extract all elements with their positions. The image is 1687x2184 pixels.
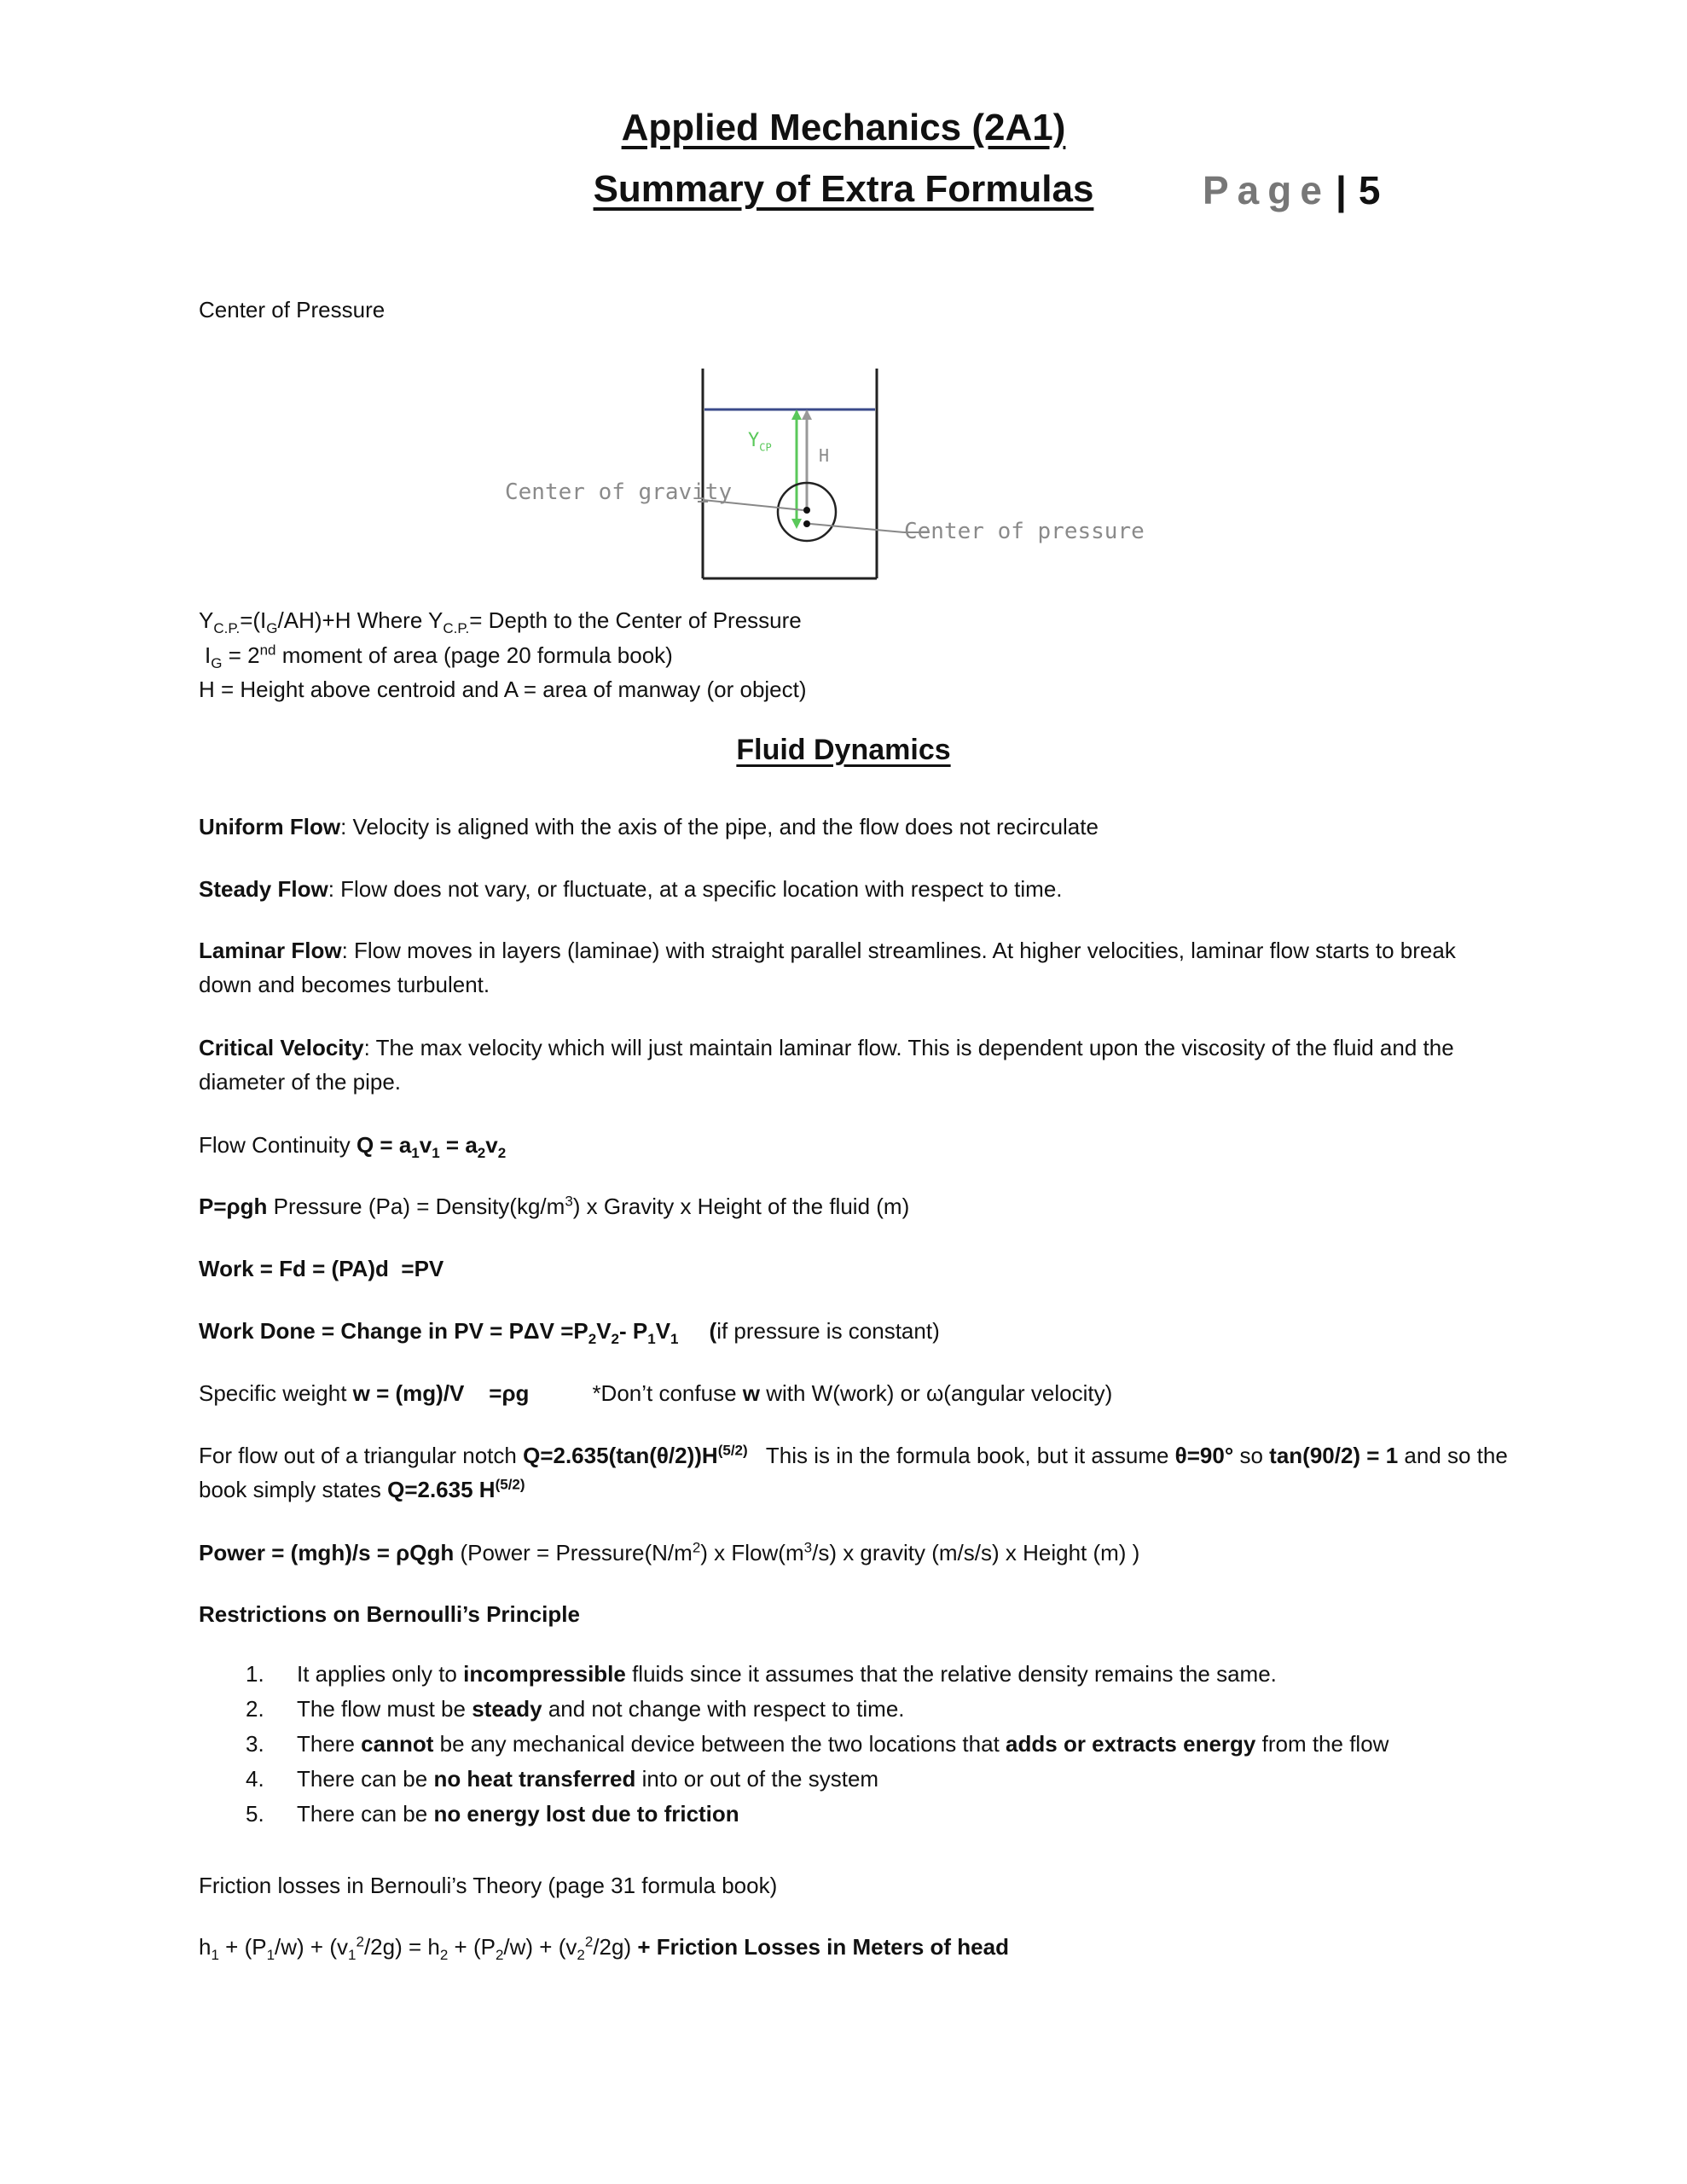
center-of-pressure-dot [803,520,810,527]
ycp-letter: Y [748,430,760,451]
pressure-formula: P=ρgh Pressure $(Pa) = Density(kg/m^3)$ x Gravity x Height of the fluid (m) [199,1193,910,1219]
fluid-dynamics-heading: Fluid Dynamics [736,734,951,766]
bernoulli-restrictions-heading: Restrictions on Bernoulli’s Principle [199,1601,580,1627]
ycp-diagram-label [748,430,772,454]
document-title: Applied Mechanics (2A1) [621,107,1066,148]
uniform-flow-definition: Uniform Flow: Velocity is aligned with the axis of the pipe, and the flow does not recirculate [199,814,1099,839]
steady-flow-definition: Steady Flow: Flow does not vary, or fluctuate, at a specific location with respect to time. [199,876,1063,902]
document-subtitle: Summary of Extra Formulas [593,168,1094,210]
list-item: 4. There can be no heat transferred into or out of the system [246,1766,879,1792]
center-of-gravity-label: Center of gravity [505,479,733,505]
page-number: 5 [1358,168,1381,212]
bernoulli-restrictions-list [199,1657,1388,1832]
specific-weight-formula: Specific weight w = (mg)/V =ρg *Don’t confuse w with W(work) or ω(angular velocity) [199,1380,1113,1406]
h-diagram-label: H [819,445,830,466]
work-formula: Work = Fd = (PA)d =PV [199,1256,444,1281]
center-of-pressure-diagram [0,0,1687,597]
page-word: Page [1203,168,1330,212]
center-of-gravity-dot [803,507,810,514]
list-item: 3. There cannot be any mechanical device between the two locations that adds or extracts energy from the flow [246,1731,1389,1757]
ycp-arrow-head-top [791,410,802,420]
laminar-flow-definition: Laminar Flow: Flow moves in layers (laminae) with straight parallel streamlines. At higher velocities, laminar flow starts to break down and becomes turbulent. [199,938,1456,997]
friction-losses-heading: Friction losses in Bernouli’s Theory (page 31 formula book) [199,1873,778,1898]
page-separator: | [1335,168,1347,212]
ycp-subscript: CP [759,441,772,454]
list-item: 1. It applies only to incompressible fluids since it assumes that the relative density remains the same. [246,1661,1277,1687]
ycp-arrow-head-bottom [791,519,802,529]
ig-definition-line: $I_G = 2nd$ moment of area (page 20 formula book) [205,642,673,672]
power-formula: Power = (mgh)/s = ρQgh (Power = $Pressure(N/m^2)$ x $Flow(m^3/s)$ x gravity (m/s/s) x Height (m) ) [199,1539,1140,1565]
cop-formula-line: $Y_{C.P.}=(I_G/AH)+H$ Where $Y_{C.P.}=$ Depth to the Center of Pressure [199,607,802,637]
pressure-leader-line [810,524,904,532]
list-item: 5. There can be no energy lost due to friction [246,1801,739,1827]
critical-velocity-definition: Critical Velocity: The max velocity which will just maintain laminar flow. This is dependent upon the viscosity of the fluid and the diameter of the pipe. [199,1035,1454,1095]
triangular-notch-formula: For flow out of a triangular notch $Q=2.635(\tan(\theta/2))H^{(5/2)}$ This is in the formula book, but it assume θ=90° so tan(90/2) = 1 and so the book simply states Q=2.635 $H^{(5/2)}$ [199,1442,1508,1502]
h-definition-line: H = Height above centroid and A = area of manway (or object) [199,677,807,702]
center-of-pressure-label: Center of pressure [904,519,1145,544]
h-arrow-head-top [802,410,812,420]
center-of-pressure-heading: Center of Pressure [199,297,386,322]
bernoulli-friction-equation: $h_1 + (P_1/w) + (v_1^2/2g) = h_2 + (P_2/w) + (v_2^2/2g)$ + Friction Losses in Meters of head [199,1933,1009,1964]
work-done-formula: Work Done = Change in PV = $P\Delta V =P_2V_2-$ $P_1V_1$ (if pressure is constant) [199,1318,940,1348]
flow-continuity-formula: Flow Continuity $Q = a_1v_1 = a_2v_2$ [199,1132,507,1162]
list-item: 2. The flow must be steady and not change with respect to time. [246,1696,905,1722]
